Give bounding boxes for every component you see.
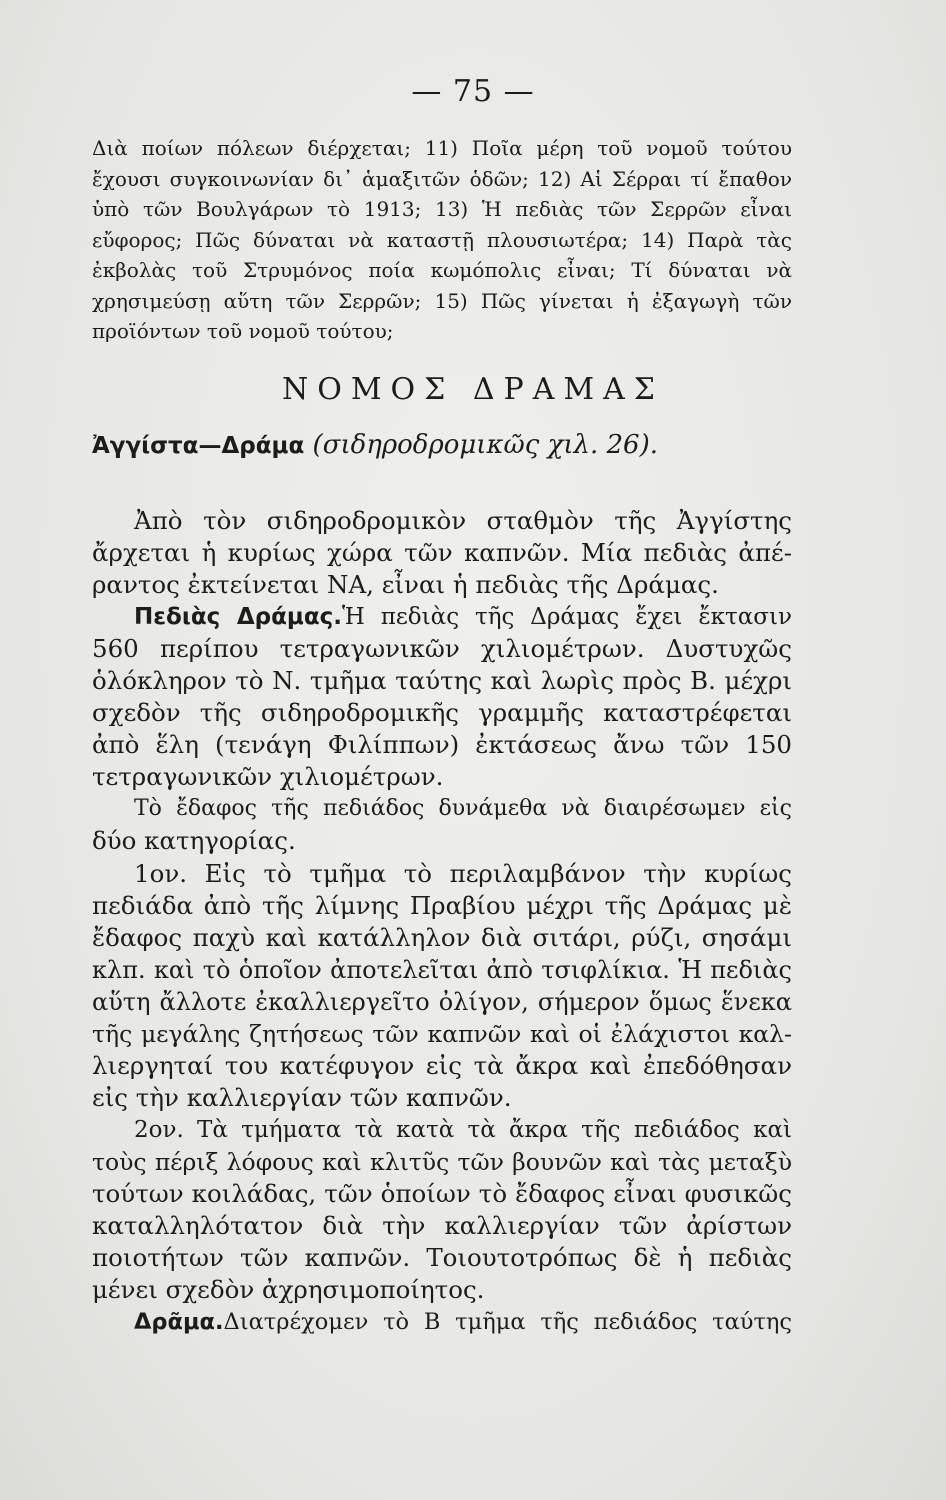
- question-line: ἔχουσι συγκοινωνίαν δι᾽ ἁμαξιτῶν ὁδῶν; 12) Αἱ Σέρραι τί ἔπαθον: [92, 166, 792, 191]
- body-line: σχεδὸν τῆς σιδηροδρομικῆς γραμμῆς καταστρέφεται: [92, 698, 792, 728]
- body-line: δύο κατηγορίας.: [92, 826, 296, 856]
- body-text: [92, 505, 792, 1338]
- question-line: ἐκβολὰς τοῦ Στρυμόνος ποία κωμόπολις εἶναι; Τί δύναται νὰ: [92, 258, 792, 282]
- body-line: τῆς μεγάλης ζητήσεως τῶν καπνῶν καὶ οἱ ἐλάχιστοι καλ-: [92, 1019, 792, 1048]
- body-line: τετραγωνικῶν χιλιομέτρων.: [92, 762, 444, 792]
- paragraph-lead: Δρᾶμα.: [134, 1309, 224, 1336]
- body-line: ραντος ἐκτείνεται ΝΑ, εἶναι ἡ πεδιὰς τῆς Δράμας.: [92, 570, 719, 600]
- body-line: πεδιάδα ἀπὸ τῆς λίμνης Πραβίου μέχρι τῆς Δράμας μὲ: [92, 890, 792, 920]
- body-line: ὁλόκληρον τὸ Ν. τμῆμα ταύτης καὶ λωρὶς πρὸς Β. μέχρι: [92, 666, 792, 696]
- question-line: χρησιμεύσῃ αὕτη τῶν Σερρῶν; 15) Πῶς γίνεται ἡ ἐξαγωγὴ τῶν: [92, 288, 792, 313]
- body-line: ἀπὸ ἕλη (τενάγη Φιλίππων) ἐκτάσεως ἄνω τῶν 150: [92, 730, 792, 760]
- body-text-span: Ἡ πεδιὰς τῆς Δράμας ἔχει ἔκτασιν: [342, 604, 793, 631]
- body-line: Τὸ ἔδαφος τῆς πεδιάδος δυνάμεθα νὰ διαιρέσωμεν εἰς: [134, 796, 792, 822]
- body-line: ἔδαφος παχὺ καὶ κατάλληλον διὰ σιτάρι, ρύζι, σησάμι: [92, 922, 792, 952]
- body-line: [92, 1306, 792, 1338]
- body-line: αὕτη ἄλλοτε ἐκαλλιεργεῖτο ὀλίγον, σήμερον ὅμως ἕνεκα: [92, 987, 792, 1016]
- route-detail: (σιδηροδρομικῶς χιλ. 26).: [312, 430, 659, 460]
- page-number: — 75 —: [411, 74, 535, 109]
- body-line: Ἀπὸ τὸν σιδηροδρομικὸν σταθμὸν τῆς Ἀγγίστης: [134, 506, 792, 535]
- body-line: τούτων κοιλάδας, τῶν ὁποίων τὸ ἔδαφος εἶναι φυσικῶς: [92, 1178, 792, 1208]
- route-subheading: [92, 430, 792, 460]
- body-line: κλπ. καὶ τὸ ὁποῖον ἀποτελεῖται ἀπὸ τσιφλίκια. Ἡ πεδιὰς: [92, 955, 792, 984]
- section-heading: ΝΟΜΟΣ ΔΡΑΜΑΣ: [281, 372, 664, 407]
- body-line: μένει σχεδὸν ἀχρησιμοποίητος.: [92, 1275, 485, 1305]
- body-line: εἰς τὴν καλλιεργίαν τῶν καπνῶν.: [92, 1082, 512, 1112]
- question-line: Διὰ ποίων πόλεων διέρχεται; 11) Ποῖα μέρη τοῦ νομοῦ τούτου: [92, 136, 792, 160]
- body-text-span: Διατρέχομεν τὸ Β τμῆμα τῆς πεδιάδος ταύτης: [223, 1309, 792, 1336]
- review-questions: [92, 133, 792, 347]
- body-line: καταλληλότατον διὰ τὴν καλλιεργίαν τῶν ἀρίστων: [92, 1211, 792, 1241]
- body-line: [92, 601, 792, 633]
- body-line: 560 περίπου τετραγωνικῶν χιλιομέτρων. Δυστυχῶς: [92, 634, 792, 664]
- body-line: τοὺς πέριξ λόφους καὶ κλιτῦς τῶν βουνῶν καὶ τὰς μεταξὺ: [92, 1147, 792, 1176]
- route-title: Ἀγγίστα—Δράμα: [92, 433, 305, 459]
- body-line: ποιοτήτων τῶν καπνῶν. Τοιουτοτρόπως δὲ ἡ πεδιὰς: [92, 1243, 792, 1273]
- body-line: 1ον. Εἰς τὸ τμῆμα τὸ περιλαμβάνον τὴν κυρίως: [134, 858, 792, 888]
- question-line: εὔφορος; Πῶς δύναται νὰ καταστῇ πλουσιωτέρα; 14) Παρὰ τὰς: [92, 227, 792, 252]
- body-line: λιεργηταί του κατέφυγον εἰς τὰ ἄκρα καὶ ἐπεδόθησαν: [92, 1050, 792, 1080]
- paragraph-lead: Πεδιὰς Δράμας.: [134, 604, 343, 631]
- body-line: 2ον. Τὰ τμήματα τὰ κατὰ τὰ ἄκρα τῆς πεδιάδος καὶ: [134, 1116, 792, 1143]
- question-line: ὑπὸ τῶν Βουλγάρων τὸ 1913; 13) Ἡ πεδιὰς τῶν Σερρῶν εἶναι: [92, 197, 792, 221]
- body-line: ἄρχεται ἡ κυρίως χώρα τῶν καπνῶν. Μία πεδιὰς ἀπέ-: [92, 538, 792, 568]
- question-line: προϊόντων τοῦ νομοῦ τούτου;: [92, 319, 394, 343]
